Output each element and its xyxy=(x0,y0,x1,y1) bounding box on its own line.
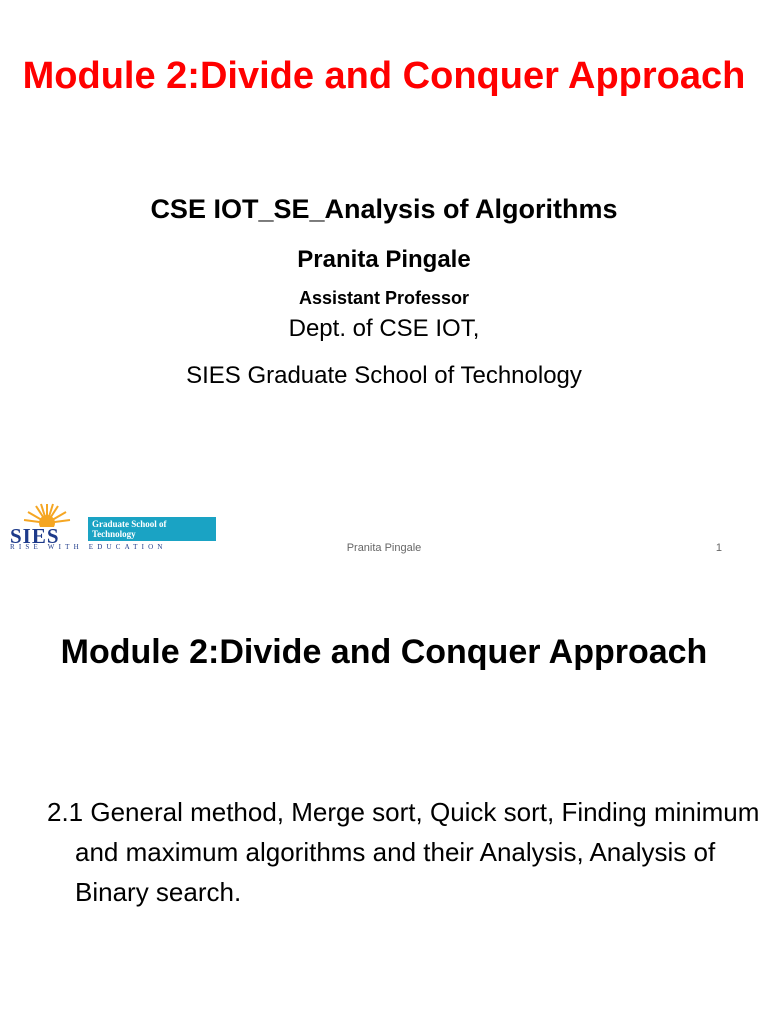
slide-title: Module 2:Divide and Conquer Approach xyxy=(22,55,746,97)
footer-author: Pranita Pingale xyxy=(346,542,422,554)
school-name: SIES Graduate School of Technology xyxy=(186,362,582,389)
logo-school-box: Graduate School of Technology xyxy=(88,517,216,541)
author-name: Pranita Pingale xyxy=(297,246,471,273)
slide-2 xyxy=(0,576,768,1024)
logo-tagline: RISE WITH EDUCATION xyxy=(10,543,167,551)
author-role: Assistant Professor xyxy=(298,288,470,308)
slide-content: 2.1 General method, Merge sort, Quick sort, Finding minimum and maximum algorithms and their Analysis, Analysis of Binary search. xyxy=(47,797,760,907)
slide-title: Module 2:Divide and Conquer Approach xyxy=(60,633,708,671)
department: Dept. of CSE IOT, xyxy=(288,315,480,342)
page-number: 1 xyxy=(715,542,722,554)
logo-word: SIES xyxy=(10,524,60,548)
course-name: CSE IOT_SE_Analysis of Algorithms xyxy=(150,194,618,224)
